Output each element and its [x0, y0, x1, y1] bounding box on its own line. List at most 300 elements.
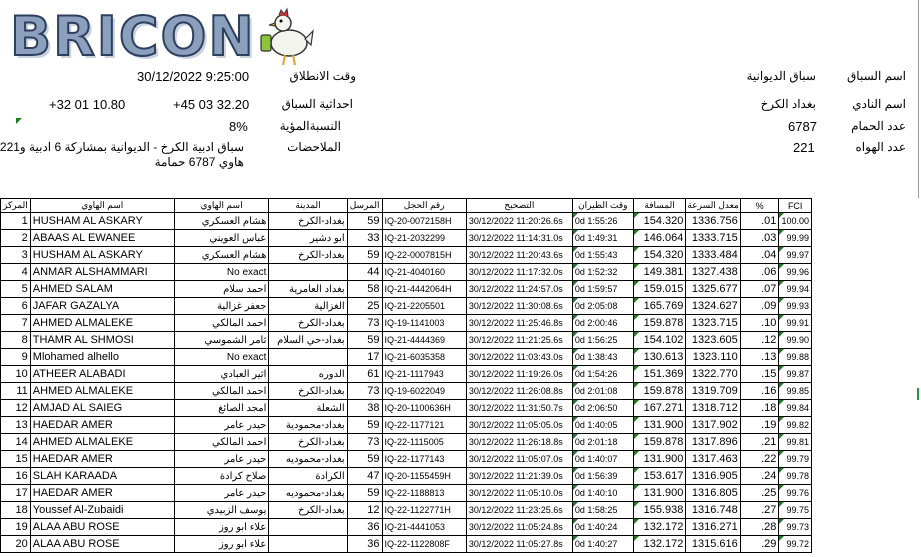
cell-ring: IQ-21-4441053	[382, 519, 466, 536]
cell-fancier-en: HAEDAR AMER	[30, 417, 174, 434]
chicken-icon	[253, 5, 315, 67]
cell-correction: 30/12/2022 11:30:08.6s	[466, 298, 572, 315]
cell-sender: 73	[347, 434, 382, 451]
table-row	[1, 281, 812, 298]
table-row	[1, 451, 812, 468]
notes-line2: هاوي 6787 حمامة	[154, 155, 244, 169]
cell-percent: .19	[740, 417, 779, 434]
cell-speed: 1318.712	[686, 400, 740, 417]
cell-sender: 61	[347, 366, 382, 383]
cell-city: الغزالية	[269, 298, 347, 315]
cell-fancier-ar: اثير العبادي	[174, 366, 269, 383]
col-rank: المركز	[1, 199, 31, 213]
cell-speed: 1319.709	[686, 383, 740, 400]
race-name-value: سباق الديوانية	[746, 69, 816, 83]
cell-fancier-ar: امجد الصائغ	[174, 400, 269, 417]
cell-correction: 30/12/2022 11:21:39.0s	[466, 468, 572, 485]
cell-fci: 99.87	[779, 366, 812, 383]
cell-fci: 99.97	[779, 247, 812, 264]
cell-ring: IQ-21-4442064H	[382, 281, 466, 298]
cell-correction: 30/12/2022 11:26:18.8s	[466, 434, 572, 451]
cell-distance: 159.878	[633, 434, 686, 451]
cell-correction: 30/12/2022 11:05:27.8s	[466, 536, 572, 553]
cell-rank: 19	[1, 519, 31, 536]
cell-percent: .25	[740, 485, 779, 502]
cell-sender: 44	[347, 264, 382, 281]
cell-fancier-en: THAMR AL SHMOSI	[30, 332, 174, 349]
cell-correction: 30/12/2022 11:31:50.7s	[466, 400, 572, 417]
cell-speed: 1327.438	[686, 264, 740, 281]
cell-sender: 25	[347, 298, 382, 315]
cell-percent: .18	[740, 400, 779, 417]
cell-distance: 167.271	[633, 400, 686, 417]
cell-flight-time: 0d 1:55:43	[572, 247, 633, 264]
cell-fci: 99.82	[779, 417, 812, 434]
cell-sender: 38	[347, 400, 382, 417]
cell-fci: 99.72	[779, 536, 812, 553]
cell-fci: 99.84	[779, 400, 812, 417]
cell-correction: 30/12/2022 11:20:43.6s	[466, 247, 572, 264]
cell-speed: 1316.748	[686, 502, 740, 519]
percent-value: 8%	[229, 119, 248, 134]
cell-rank: 5	[1, 281, 31, 298]
cell-correction: 30/12/2022 11:03:43.0s	[466, 349, 572, 366]
cell-correction: 30/12/2022 11:24:57.0s	[466, 281, 572, 298]
cell-rank: 11	[1, 383, 31, 400]
cell-fancier-en: AHMED ALMALEKE	[30, 383, 174, 400]
cell-speed: 1333.484	[686, 247, 740, 264]
cell-city: الدوره	[269, 366, 347, 383]
cell-flight-time: 0d 2:01:18	[572, 434, 633, 451]
cell-fancier-ar: هشام العسكري	[174, 247, 269, 264]
cell-distance: 130.613	[633, 349, 686, 366]
cell-city: بغداد-محموديه	[269, 485, 347, 502]
cell-sender: 59	[347, 213, 382, 230]
cell-percent: .28	[740, 519, 779, 536]
col-fci: FCI	[779, 199, 812, 213]
cell-fancier-ar: عباس العويني	[174, 230, 269, 247]
cell-city: الشعلة	[269, 400, 347, 417]
cell-fci: 99.81	[779, 434, 812, 451]
table-row	[1, 247, 812, 264]
cell-city: بغداد-الكرخ	[269, 502, 347, 519]
table-header-row	[1, 199, 812, 213]
cell-correction: 30/12/2022 11:05:10.0s	[466, 485, 572, 502]
cell-distance: 146.064	[633, 230, 686, 247]
cell-city: بغداد-الكرخ	[269, 315, 347, 332]
cell-distance: 131.900	[633, 451, 686, 468]
cell-flight-time: 0d 1:52:32	[572, 264, 633, 281]
coords-label: احداثية السباق	[281, 97, 353, 111]
cell-fci: 99.73	[779, 519, 812, 536]
cell-distance: 155.938	[633, 502, 686, 519]
results-table-wrap	[0, 198, 812, 553]
cell-fancier-en: ALAA ABU ROSE	[30, 519, 174, 536]
cell-fci: 99.91	[779, 315, 812, 332]
cell-fancier-ar: احمد المالكي	[174, 383, 269, 400]
cell-speed: 1317.896	[686, 434, 740, 451]
cell-ring: IQ-21-2205501	[382, 298, 466, 315]
cell-distance: 131.900	[633, 485, 686, 502]
coord-lat: +32 01 10.80	[49, 97, 126, 112]
cell-correction: 30/12/2022 11:23:25.6s	[466, 502, 572, 519]
cell-sender: 17	[347, 349, 382, 366]
cell-fci: 99.93	[779, 298, 812, 315]
cell-city: ابو دشير	[269, 230, 347, 247]
cell-fancier-ar: No exact	[174, 349, 269, 366]
cell-ring: IQ-20-0072158H	[382, 213, 466, 230]
cell-fancier-en: Youssef Al-Zubaidi	[30, 502, 174, 519]
cell-ring: IQ-22-1177143	[382, 451, 466, 468]
cell-speed: 1316.905	[686, 468, 740, 485]
cell-rank: 6	[1, 298, 31, 315]
cell-speed: 1322.770	[686, 366, 740, 383]
cell-rank: 18	[1, 502, 31, 519]
cell-distance: 159.015	[633, 281, 686, 298]
cell-percent: .29	[740, 536, 779, 553]
cell-percent: .24	[740, 468, 779, 485]
cell-rank: 10	[1, 366, 31, 383]
cell-speed: 1323.110	[686, 349, 740, 366]
cell-correction: 30/12/2022 11:05:24.8s	[466, 519, 572, 536]
col-ring: رقم الحجل	[382, 199, 466, 213]
cell-speed: 1316.805	[686, 485, 740, 502]
cell-ring: IQ-22-1177121	[382, 417, 466, 434]
cell-fci: 99.96	[779, 264, 812, 281]
cell-fancier-ar: احمد المالكي	[174, 315, 269, 332]
cell-city	[269, 536, 347, 553]
cell-correction: 30/12/2022 11:05:07.0s	[466, 451, 572, 468]
cell-percent: .03	[740, 230, 779, 247]
cell-flight-time: 0d 1:40:27	[572, 536, 633, 553]
cell-fancier-en: JAFAR GAZALYA	[30, 298, 174, 315]
cell-distance: 154.320	[633, 247, 686, 264]
pigeons-value: 6787	[788, 119, 817, 134]
cell-fancier-en: AHMED ALMALEKE	[30, 434, 174, 451]
cell-fancier-en: HAEDAR AMER	[30, 451, 174, 468]
cell-rank: 15	[1, 451, 31, 468]
cell-flight-time: 0d 1:40:05	[572, 417, 633, 434]
cell-correction: 30/12/2022 11:20:26.6s	[466, 213, 572, 230]
table-row	[1, 519, 812, 536]
col-percent: %	[740, 199, 779, 213]
cell-rank: 8	[1, 332, 31, 349]
cell-fancier-ar: جعفر غزالية	[174, 298, 269, 315]
cell-ring: IQ-20-1155459H	[382, 468, 466, 485]
fanciers-label: عدد الهواه	[855, 140, 906, 154]
cell-rank: 16	[1, 468, 31, 485]
cell-ring: IQ-22-1122771H	[382, 502, 466, 519]
cell-city: بغداد-محمودية	[269, 417, 347, 434]
cell-speed: 1316.271	[686, 519, 740, 536]
cell-sender: 73	[347, 383, 382, 400]
col-city: المدينة	[269, 199, 347, 213]
release-label: وقت الانطلاق	[289, 69, 356, 83]
cell-ring: IQ-22-1122808F	[382, 536, 466, 553]
cell-city	[269, 264, 347, 281]
cell-distance: 154.102	[633, 332, 686, 349]
cell-sender: 59	[347, 485, 382, 502]
cell-speed: 1333.715	[686, 230, 740, 247]
cell-fancier-ar: علاء ابو روز	[174, 536, 269, 553]
table-row	[1, 536, 812, 553]
cell-fancier-ar: ثامر الشموسي	[174, 332, 269, 349]
cell-fancier-en: Mlohamed alhello	[30, 349, 174, 366]
cell-ring: IQ-19-1141003	[382, 315, 466, 332]
cell-city	[269, 519, 347, 536]
table-row	[1, 213, 812, 230]
cell-distance: 159.878	[633, 315, 686, 332]
cell-fci: 99.76	[779, 485, 812, 502]
cell-fancier-en: HUSHAM AL ASKARY	[30, 247, 174, 264]
col-fancier-ar: اسم الهاوي	[174, 199, 269, 213]
club-label: اسم النادي	[852, 97, 906, 111]
cell-percent: .22	[740, 451, 779, 468]
cell-fci: 99.94	[779, 281, 812, 298]
col-correction: التصحيح	[466, 199, 572, 213]
pigeons-label: عدد الحمام	[851, 119, 906, 133]
cell-rank: 2	[1, 230, 31, 247]
col-distance: المسافة	[633, 199, 686, 213]
cell-rank: 7	[1, 315, 31, 332]
cell-flight-time: 0d 1:56:39	[572, 468, 633, 485]
cell-correction: 30/12/2022 11:05:05.0s	[466, 417, 572, 434]
cell-fci: 99.88	[779, 349, 812, 366]
cell-ring: IQ-22-1188813	[382, 485, 466, 502]
cell-ring: IQ-21-4040160	[382, 264, 466, 281]
table-row	[1, 502, 812, 519]
header-border	[918, 0, 919, 198]
cell-fancier-ar: احمد المالكي	[174, 434, 269, 451]
notes-line1: سباق ادبية الكرخ - الديوانية بمشاركة 6 ادبية و221	[0, 140, 244, 154]
cell-flight-time: 0d 1:49:31	[572, 230, 633, 247]
cell-speed: 1324.627	[686, 298, 740, 315]
bricon-logo	[8, 5, 313, 71]
cell-city: بغداد-الكرخ	[269, 247, 347, 264]
cell-ring: IQ-21-6035358	[382, 349, 466, 366]
cell-flight-time: 0d 2:00:46	[572, 315, 633, 332]
cell-ring: IQ-21-2032299	[382, 230, 466, 247]
cell-rank: 14	[1, 434, 31, 451]
race-header	[0, 0, 921, 198]
cell-city: بغداد-الكرخ	[269, 383, 347, 400]
cell-fancier-ar: علاء ابو روز	[174, 519, 269, 536]
cell-rank: 3	[1, 247, 31, 264]
cell-rank: 12	[1, 400, 31, 417]
cell-flight-time: 0d 2:01:08	[572, 383, 633, 400]
release-value: 30/12/2022 9:25:00	[137, 69, 250, 84]
cell-ring: IQ-22-1115005	[382, 434, 466, 451]
cell-fancier-en: AMJAD AL SAIEG	[30, 400, 174, 417]
cell-ring: IQ-21-4444369	[382, 332, 466, 349]
cell-correction: 30/12/2022 11:17:32.0s	[466, 264, 572, 281]
percent-label: النسبةالمؤية	[279, 119, 341, 133]
cell-distance: 131.900	[633, 417, 686, 434]
cell-fancier-en: HAEDAR AMER	[30, 485, 174, 502]
cell-percent: .21	[740, 434, 779, 451]
cell-speed: 1323.605	[686, 332, 740, 349]
cell-city: الكرادة	[269, 468, 347, 485]
table-row	[1, 400, 812, 417]
cell-rank: 4	[1, 264, 31, 281]
cell-city: بغداد-الكرخ	[269, 434, 347, 451]
cell-fci: 99.85	[779, 383, 812, 400]
cell-fancier-ar: صلاح كرادة	[174, 468, 269, 485]
cell-fci: 99.99	[779, 230, 812, 247]
cell-flight-time: 0d 1:40:10	[572, 485, 633, 502]
cell-fci: 99.78	[779, 468, 812, 485]
cell-fancier-en: SLAH KARAADA	[30, 468, 174, 485]
cell-distance: 165.769	[633, 298, 686, 315]
table-row	[1, 264, 812, 281]
cell-speed: 1323.715	[686, 315, 740, 332]
cell-sender: 36	[347, 536, 382, 553]
cell-fci: 99.75	[779, 502, 812, 519]
notes-label: الملاحضات	[287, 140, 341, 154]
race-name-label: اسم السباق	[847, 69, 906, 83]
cell-percent: .16	[740, 383, 779, 400]
cell-percent: .27	[740, 502, 779, 519]
cell-flight-time: 0d 1:40:07	[572, 451, 633, 468]
cell-fancier-ar: حيدر عامر	[174, 485, 269, 502]
cell-ring: IQ-19-6022049	[382, 383, 466, 400]
cell-sender: 36	[347, 519, 382, 536]
cell-fci: 99.90	[779, 332, 812, 349]
cell-flight-time: 0d 1:56:25	[572, 332, 633, 349]
edge-marker	[917, 388, 919, 400]
club-value: بغداد الكرخ	[760, 97, 816, 111]
cell-percent: .07	[740, 281, 779, 298]
cell-fci: 100.00	[779, 213, 812, 230]
table-row	[1, 485, 812, 502]
cell-speed: 1336.756	[686, 213, 740, 230]
cell-fancier-en: ATHEER ALABADI	[30, 366, 174, 383]
table-row	[1, 434, 812, 451]
cell-fancier-en: ALAA ABU ROSE	[30, 536, 174, 553]
cell-percent: .10	[740, 315, 779, 332]
cell-rank: 1	[1, 213, 31, 230]
cell-sender: 73	[347, 315, 382, 332]
cell-correction: 30/12/2022 11:25:46.8s	[466, 315, 572, 332]
cell-percent: .01	[740, 213, 779, 230]
coord-lon: +45 03 32.20	[173, 97, 250, 112]
cell-fancier-en: AHMED ALMALEKE	[30, 315, 174, 332]
cell-percent: .04	[740, 247, 779, 264]
logo-text: BRICON	[10, 5, 256, 68]
results-table	[0, 198, 812, 553]
cell-correction: 30/12/2022 11:19:26.0s	[466, 366, 572, 383]
col-speed: معدل السرعة	[686, 199, 740, 213]
cell-ring: IQ-20-1100636H	[382, 400, 466, 417]
fanciers-value: 221	[793, 140, 815, 155]
cell-rank: 17	[1, 485, 31, 502]
cell-city: بغداد العامرية	[269, 281, 347, 298]
cell-distance: 132.172	[633, 536, 686, 553]
cell-sender: 33	[347, 230, 382, 247]
cell-fancier-ar: حيدر عامر	[174, 417, 269, 434]
table-row	[1, 332, 812, 349]
cell-fancier-ar: احمد سلام	[174, 281, 269, 298]
table-row	[1, 315, 812, 332]
cell-speed: 1325.677	[686, 281, 740, 298]
cell-flight-time: 0d 1:59:57	[572, 281, 633, 298]
cell-distance: 151.369	[633, 366, 686, 383]
table-row	[1, 298, 812, 315]
col-flight-time: وقت الطيران	[572, 199, 633, 213]
cell-flight-time: 0d 1:58:25	[572, 502, 633, 519]
cell-fancier-en: ANMAR ALSHAMMARI	[30, 264, 174, 281]
cell-flight-time: 0d 1:40:24	[572, 519, 633, 536]
cell-fancier-ar: حيدر عامر	[174, 451, 269, 468]
cell-sender: 59	[347, 247, 382, 264]
cell-fancier-en: HUSHAM AL ASKARY	[30, 213, 174, 230]
cell-correction: 30/12/2022 11:14:31.0s	[466, 230, 572, 247]
cell-percent: .09	[740, 298, 779, 315]
cell-flight-time: 0d 1:54:26	[572, 366, 633, 383]
cell-speed: 1317.463	[686, 451, 740, 468]
cell-sender: 59	[347, 417, 382, 434]
cell-correction: 30/12/2022 11:21:25.6s	[466, 332, 572, 349]
cell-speed: 1315.616	[686, 536, 740, 553]
table-row	[1, 366, 812, 383]
cell-fancier-ar: يوسف الزبيدي	[174, 502, 269, 519]
cell-distance: 159.878	[633, 383, 686, 400]
cell-city: بغداد-الكرخ	[269, 213, 347, 230]
cell-city	[269, 349, 347, 366]
cell-flight-time: 0d 1:55:26	[572, 213, 633, 230]
cell-fancier-en: AHMED SALAM	[30, 281, 174, 298]
cell-percent: .12	[740, 332, 779, 349]
cell-distance: 154.320	[633, 213, 686, 230]
cell-sender: 12	[347, 502, 382, 519]
cell-rank: 20	[1, 536, 31, 553]
cell-sender: 59	[347, 332, 382, 349]
cell-flight-time: 0d 1:38:43	[572, 349, 633, 366]
cell-fancier-ar: هشام العسكري	[174, 213, 269, 230]
cell-ring: IQ-22-0007815H	[382, 247, 466, 264]
table-row	[1, 230, 812, 247]
cell-distance: 149.381	[633, 264, 686, 281]
cell-ring: IQ-21-1117943	[382, 366, 466, 383]
cell-distance: 153.617	[633, 468, 686, 485]
col-sender: المرسل	[347, 199, 382, 213]
cell-rank: 9	[1, 349, 31, 366]
cell-flight-time: 0d 2:05:08	[572, 298, 633, 315]
cell-sender: 58	[347, 281, 382, 298]
cell-percent: .15	[740, 366, 779, 383]
cell-flight-time: 0d 2:06:50	[572, 400, 633, 417]
table-row	[1, 349, 812, 366]
cell-fancier-en: ABAAS AL EWANEE	[30, 230, 174, 247]
cell-percent: .06	[740, 264, 779, 281]
cell-percent: .13	[740, 349, 779, 366]
cell-fancier-ar: No exact	[174, 264, 269, 281]
cell-marker	[16, 118, 22, 124]
table-row	[1, 468, 812, 485]
cell-speed: 1317.902	[686, 417, 740, 434]
cell-city: بغداد-حي السلام	[269, 332, 347, 349]
cell-rank: 13	[1, 417, 31, 434]
col-fancier-en: اسم الهاوي	[30, 199, 174, 213]
cell-sender: 59	[347, 451, 382, 468]
table-row	[1, 383, 812, 400]
cell-sender: 47	[347, 468, 382, 485]
cell-city: بغداد-محموديه	[269, 451, 347, 468]
cell-fci: 99.79	[779, 451, 812, 468]
cell-distance: 132.172	[633, 519, 686, 536]
cell-correction: 30/12/2022 11:26:08.8s	[466, 383, 572, 400]
table-row	[1, 417, 812, 434]
